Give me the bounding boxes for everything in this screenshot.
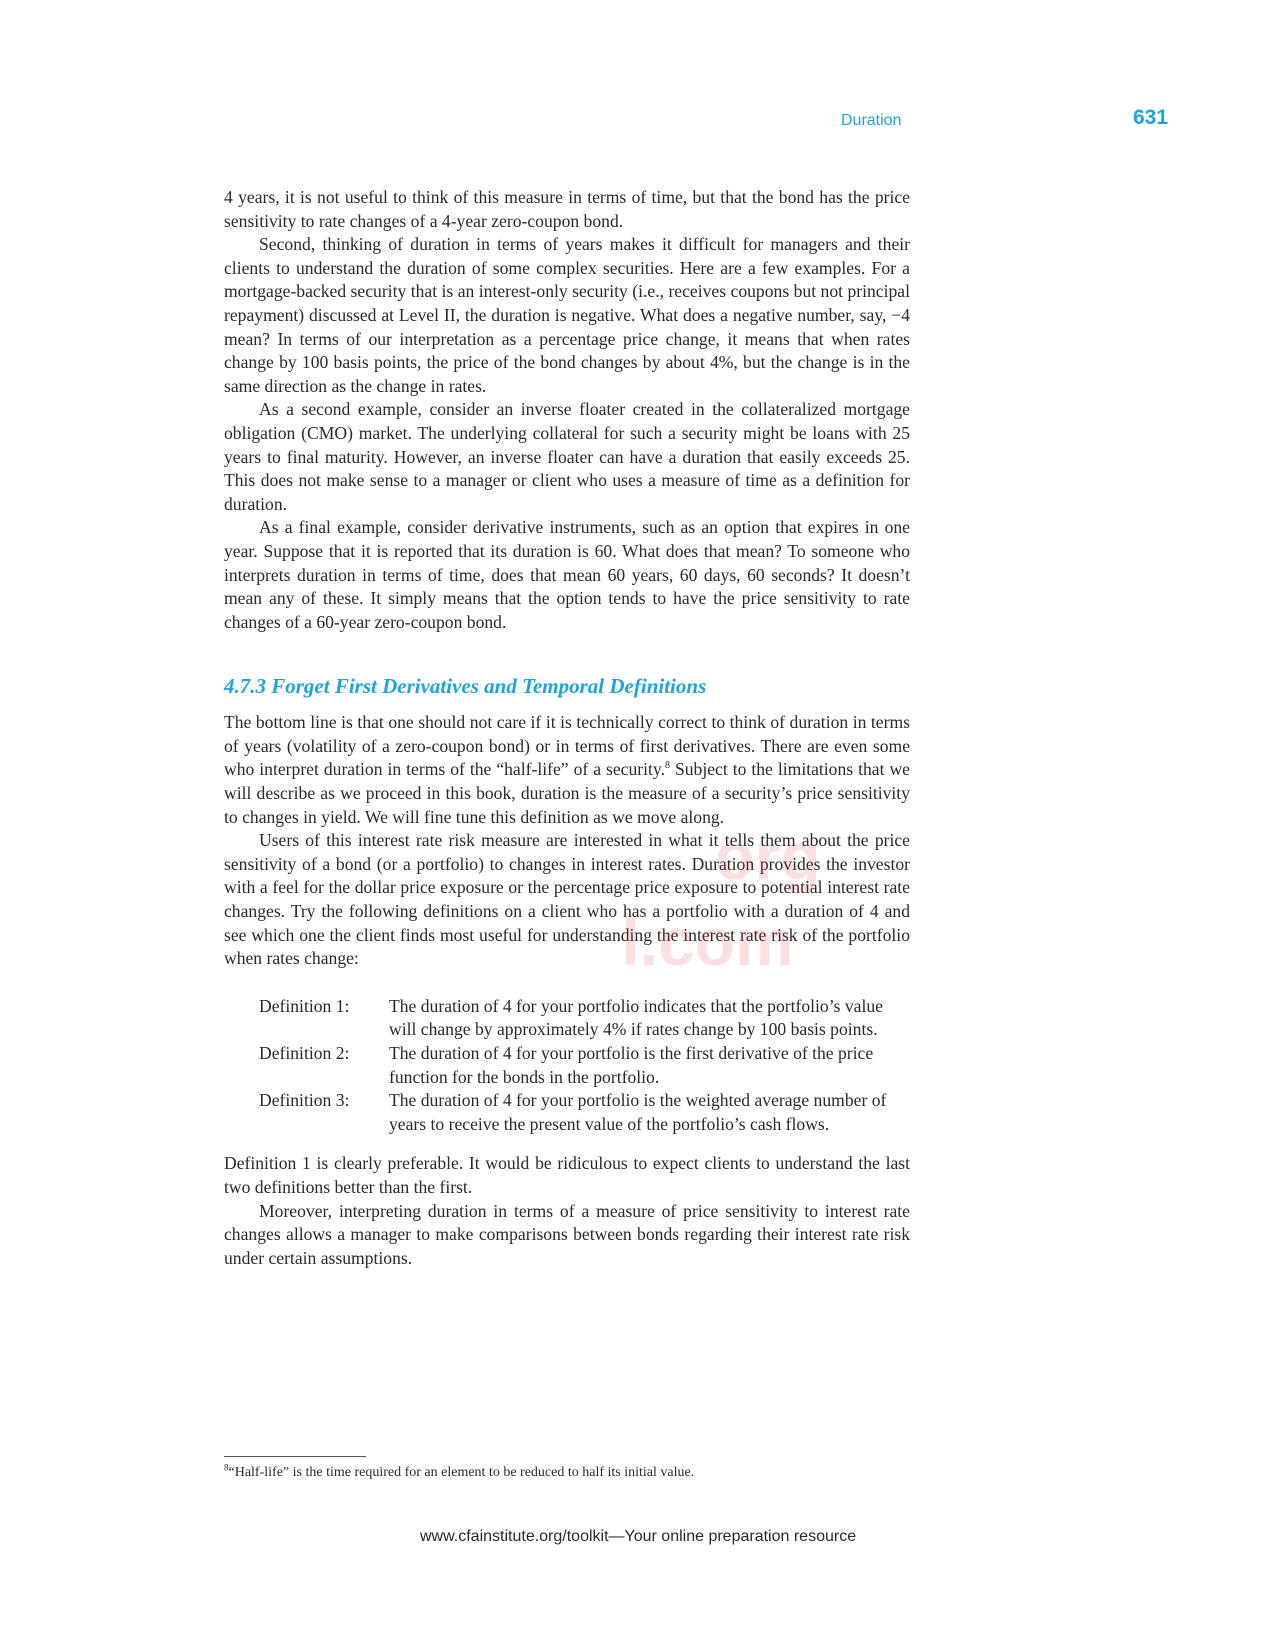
paragraph-text: The bottom line is that one should not care if it is technically correct to think of duration in terms of years (volatility of a zero-coupon bond) or in terms of first derivatives. There are even some who interpret duration in terms of the “half-life” of a security. [224,712,910,780]
paragraph-text: Subject to the limitations that we will describe as we proceed in this book, duration is the measure of a security’s price sensitivity to changes in yield. We will fine tune this definition as we move along. [224,759,910,827]
paragraph: As a second example, consider an inverse floater created in the collateralized mortgage obligation (CMO) market. The underlying collateral for such a security might be loans with 25 years to final maturity. However, an inverse floater can have a duration that easily exceeds 25. This does not make sense to a manager or client who uses a measure of time as a definition for duration. [224,399,910,514]
footnote [224,1464,914,1482]
section-heading: 4.7.3 Forget First Derivatives and Temporal Definitions [224,674,707,699]
running-head: Duration [841,112,902,129]
definition-text: The duration of 4 for your portfolio indicates that the portfolio’s value will change by approximately 4% if rates change by 100 basis points. [389,995,883,1040]
paragraph: Definition 1 is clearly preferable. It would be ridiculous to expect clients to understand the last two definitions better than the first. [224,1153,910,1197]
definition-item [259,1042,910,1089]
watermark-line: org [714,819,821,893]
page-body [224,186,910,1270]
paragraph [224,711,910,829]
definition-item [259,1089,910,1136]
definition-text: The duration of 4 for your portfolio is the first derivative of the price function for the bonds in the portfolio. [389,1043,874,1087]
paragraph: 4 years, it is not useful to think of this measure in terms of time, but that the bond has the price sensitivity to rate changes of a 4-year zero-coupon bond. [224,187,910,231]
definition-list [259,995,910,1137]
paragraph: Second, thinking of duration in terms of years makes it difficult for managers and their clients to understand the duration of some complex securities. Here are a few examples. For a mortgage-backed security that is an interest-only security (i.e., receives coupons but not principal repayment) discussed at Level II, the duration is negative. What does a negative number, say, −4 mean? In terms of our interpretation as a percentage price change, it means that when rates change by 100 basis points, the price of the bond changes by about 4%, but the change is in the same direction as the change in rates. [224,234,910,396]
paragraph: As a final example, consider derivative instruments, such as an option that expires in one year. Suppose that it is reported that its duration is 60. What does that mean? To someone who interprets duration in terms of time, does that mean 60 years, 60 days, 60 seconds? It doesn’t mean any of these. It simply means that the option tends to have the price sensitivity to rate changes of a 60-year zero-coupon bond. [224,517,910,632]
footnote-reference[interactable]: 8 [664,760,670,772]
definition-item [259,995,910,1042]
definition-label: Definition 1: [259,995,350,1016]
paragraph: Users of this interest rate risk measure are interested in what it tells them about the price sensitivity of a bond (or a portfolio) to changes in interest rates. Duration provides the investor with a feel for the dollar price exposure or the percentage price exposure to potential interest rate changes. Try the following definitions on a client who has a portfolio with a duration of 4 and see which one the client finds most useful for understanding the interest rate risk of the portfolio when rates change: [224,830,910,969]
page-footer[interactable]: www.cfainstitute.org/toolkit—Your online preparation resource [420,1528,857,1545]
watermark-line: l.com [621,905,794,979]
footnote-rule [224,1456,366,1457]
paragraph: Moreover, interpreting duration in terms of a measure of price sensitivity to interest rate changes allows a manager to make comparisons between bonds regarding their interest rate risk under certain assumptions. [224,1200,910,1268]
page-number: 631 [1133,106,1169,129]
footnote-text: “Half-life” is the time required for an element to be reduced to half its initial value. [228,1465,695,1480]
definition-text: The duration of 4 for your portfolio is the weighted average number of years to receive the present value of the portfolio’s cash flows. [389,1090,887,1134]
definition-label: Definition 3: [259,1090,350,1111]
definition-label: Definition 2: [259,1043,350,1063]
footnote-mark: 8 [224,1462,229,1473]
